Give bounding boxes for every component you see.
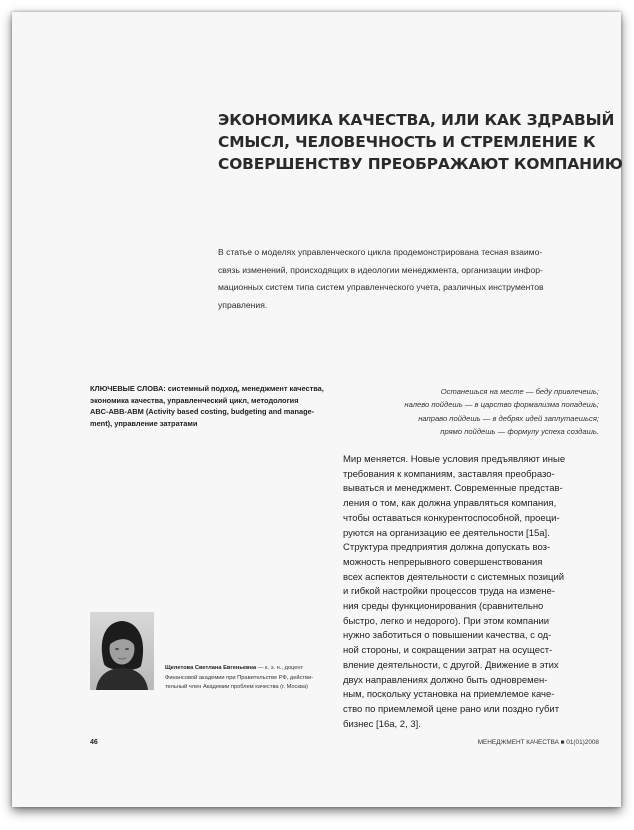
article-abstract [218, 244, 602, 314]
abstract-line: мационных систем типа систем управленческого учета, различных инструментов [218, 282, 544, 293]
body-line: вление деятельности, с другой. Движение в этих [343, 659, 559, 671]
body-line: вываться и менеджмент. Современные представ- [343, 483, 563, 495]
article-title [218, 109, 623, 175]
body-line: ство по приемлемой цене рано или поздно губит [343, 703, 560, 715]
epigraph-line: налево пойдешь — в царство формализма попадешь; [404, 400, 599, 410]
body-line: ния среды функционирования (сравнительно [343, 601, 544, 613]
body-line: нужно заботиться о повышении качества, с од- [343, 630, 552, 642]
body-line: руются на организацию ее деятельности [15а]. [343, 527, 550, 539]
body-line: требования к компаниям, заставляя преобразо- [343, 468, 555, 480]
title-line: ЭКОНОМИКА КАЧЕСТВА, ИЛИ КАК ЗДРАВЫЙ [218, 111, 615, 129]
title-line: СОВЕРШЕНСТВУ ПРЕОБРАЖАЮТ КОМПАНИЮ [218, 155, 623, 173]
keywords-line: КЛЮЧЕВЫЕ СЛОВА: системный подход, менеджмент качества, [90, 384, 324, 393]
author-line-3: тельный член Академии проблем качества (г. Москва) [165, 684, 308, 690]
body-line: Мир меняется. Новые условия предъявляют иные [343, 454, 566, 465]
author-degree: — к. э. н., доцент [256, 665, 304, 671]
author-portrait-image [90, 612, 154, 690]
journal-footer: МЕНЕДЖМЕНТ КАЧЕСТВА ■ 01(01)2008 [477, 739, 599, 746]
keywords-line: ABC-ABB-ABM (Activity based costing, budgeting and manage- [90, 407, 315, 417]
epigraph-line: направо пойдешь — в дебрях идей заплутаешься; [418, 413, 599, 423]
body-line: ной стороны, и сокращении затрат на осущест- [343, 645, 553, 657]
author-name: Щепетова Светлана Евгеньевна [165, 665, 257, 671]
keywords-line: экономика качества, управленческий цикл, методология [90, 395, 299, 405]
body-line: бизнес [16а, 2, 3]. [343, 718, 421, 730]
body-line: и гибкой настройки процессов труда на измене- [343, 586, 555, 598]
keywords-block [90, 383, 342, 429]
body-line: ным, поскольку установка на приемлемое каче- [343, 689, 555, 701]
epigraph [319, 385, 599, 438]
author-line-1 [165, 664, 355, 674]
body-line: ления о том, как должна управляться компания, [343, 498, 557, 510]
body-line: чтобы оставаться конкурентоспособной, проеци- [343, 512, 560, 524]
abstract-line: управления. [218, 299, 268, 310]
author-line-2: Финансовой академии при Правительстве РФ, действи- [165, 674, 314, 681]
author-photo [90, 612, 154, 690]
keywords-line: ment), управление затратами [90, 418, 198, 428]
article-body [343, 453, 605, 732]
epigraph-line: прямо пойдешь — формулу успеха создашь. [440, 426, 599, 436]
body-line: быстро, легко и недорого). При этом компании [343, 615, 550, 627]
body-line: всех аспектов деятельности с системных позиций [343, 571, 565, 583]
abstract-line: В статье о моделях управленческого цикла продемонстрирована тесная взаимо- [218, 247, 543, 257]
body-line: Структура предприятия должна допускать воз- [343, 542, 551, 554]
title-line: СМЫСЛ, ЧЕЛОВЕЧНОСТЬ И СТРЕМЛЕНИЕ К [218, 133, 596, 151]
epigraph-line: Останешься на месте — беду привлечешь; [440, 387, 599, 396]
body-line: можность непрерывного совершенствования [343, 556, 543, 568]
body-line: двух направлениях должно быть одновремен- [343, 674, 548, 686]
journal-page [12, 12, 621, 807]
author-info [165, 664, 355, 693]
page-number: 46 [90, 739, 98, 746]
abstract-line: связь изменений, происходящих в идеологии менеджмента, организации инфор- [218, 264, 543, 275]
